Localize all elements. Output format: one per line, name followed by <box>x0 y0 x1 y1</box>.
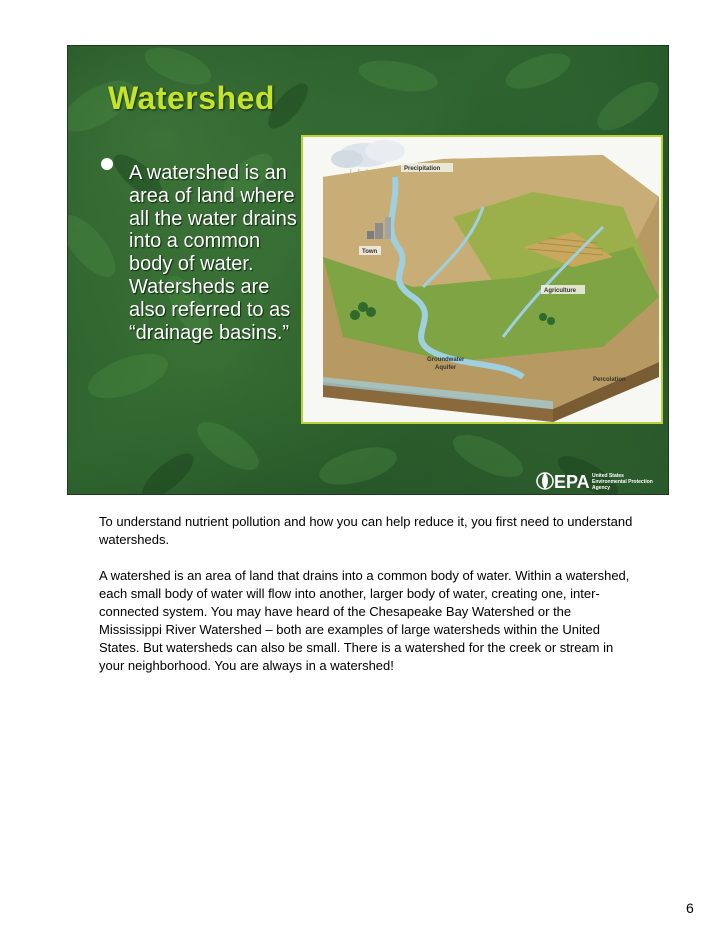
label-aquifer: Aquifer <box>435 365 456 371</box>
epa-line3: Agency <box>592 485 611 491</box>
epa-logo <box>536 470 661 492</box>
bullet-icon <box>101 158 113 170</box>
slide-title: Watershed <box>108 80 275 116</box>
slide <box>67 45 669 495</box>
speaker-notes <box>99 513 635 693</box>
label-precipitation: Precipitation <box>404 166 441 172</box>
label-agriculture: Agriculture <box>544 288 577 294</box>
label-groundwater: Groundwater <box>427 357 465 363</box>
bullet-text: A watershed is an area of land where all the water drains into a common body of water. Watersheds are also referred to as “drainage basins.” <box>129 162 297 344</box>
notes-paragraph-2: A watershed is an area of land that drains into a common body of water. Within a watershed, each small body of water will flow into another, larger body of water, creating one, inter-connected system. You may have heard of the Chesapeake Bay Watershed or the Mississippi River Watershed – both are examples of large watersheds within the United States. But watersheds can also be small. There is a watershed for the creek or stream in your neighborhood. You are always in a watershed! <box>99 568 630 673</box>
cloud-icon <box>331 140 405 168</box>
epa-mark: EPA <box>554 472 590 492</box>
notes-paragraph-1: To understand nutrient pollution and how you can help reduce it, you first need to understand watersheds. <box>99 514 633 547</box>
label-percolation: Percolation <box>593 377 626 383</box>
label-town: Town <box>362 249 378 255</box>
epa-line2: Environmental Protection <box>592 479 653 485</box>
epa-flower-icon <box>537 473 553 489</box>
watershed-diagram <box>301 135 663 424</box>
epa-line1: United States <box>592 473 624 479</box>
page-number: 6 <box>686 900 694 916</box>
